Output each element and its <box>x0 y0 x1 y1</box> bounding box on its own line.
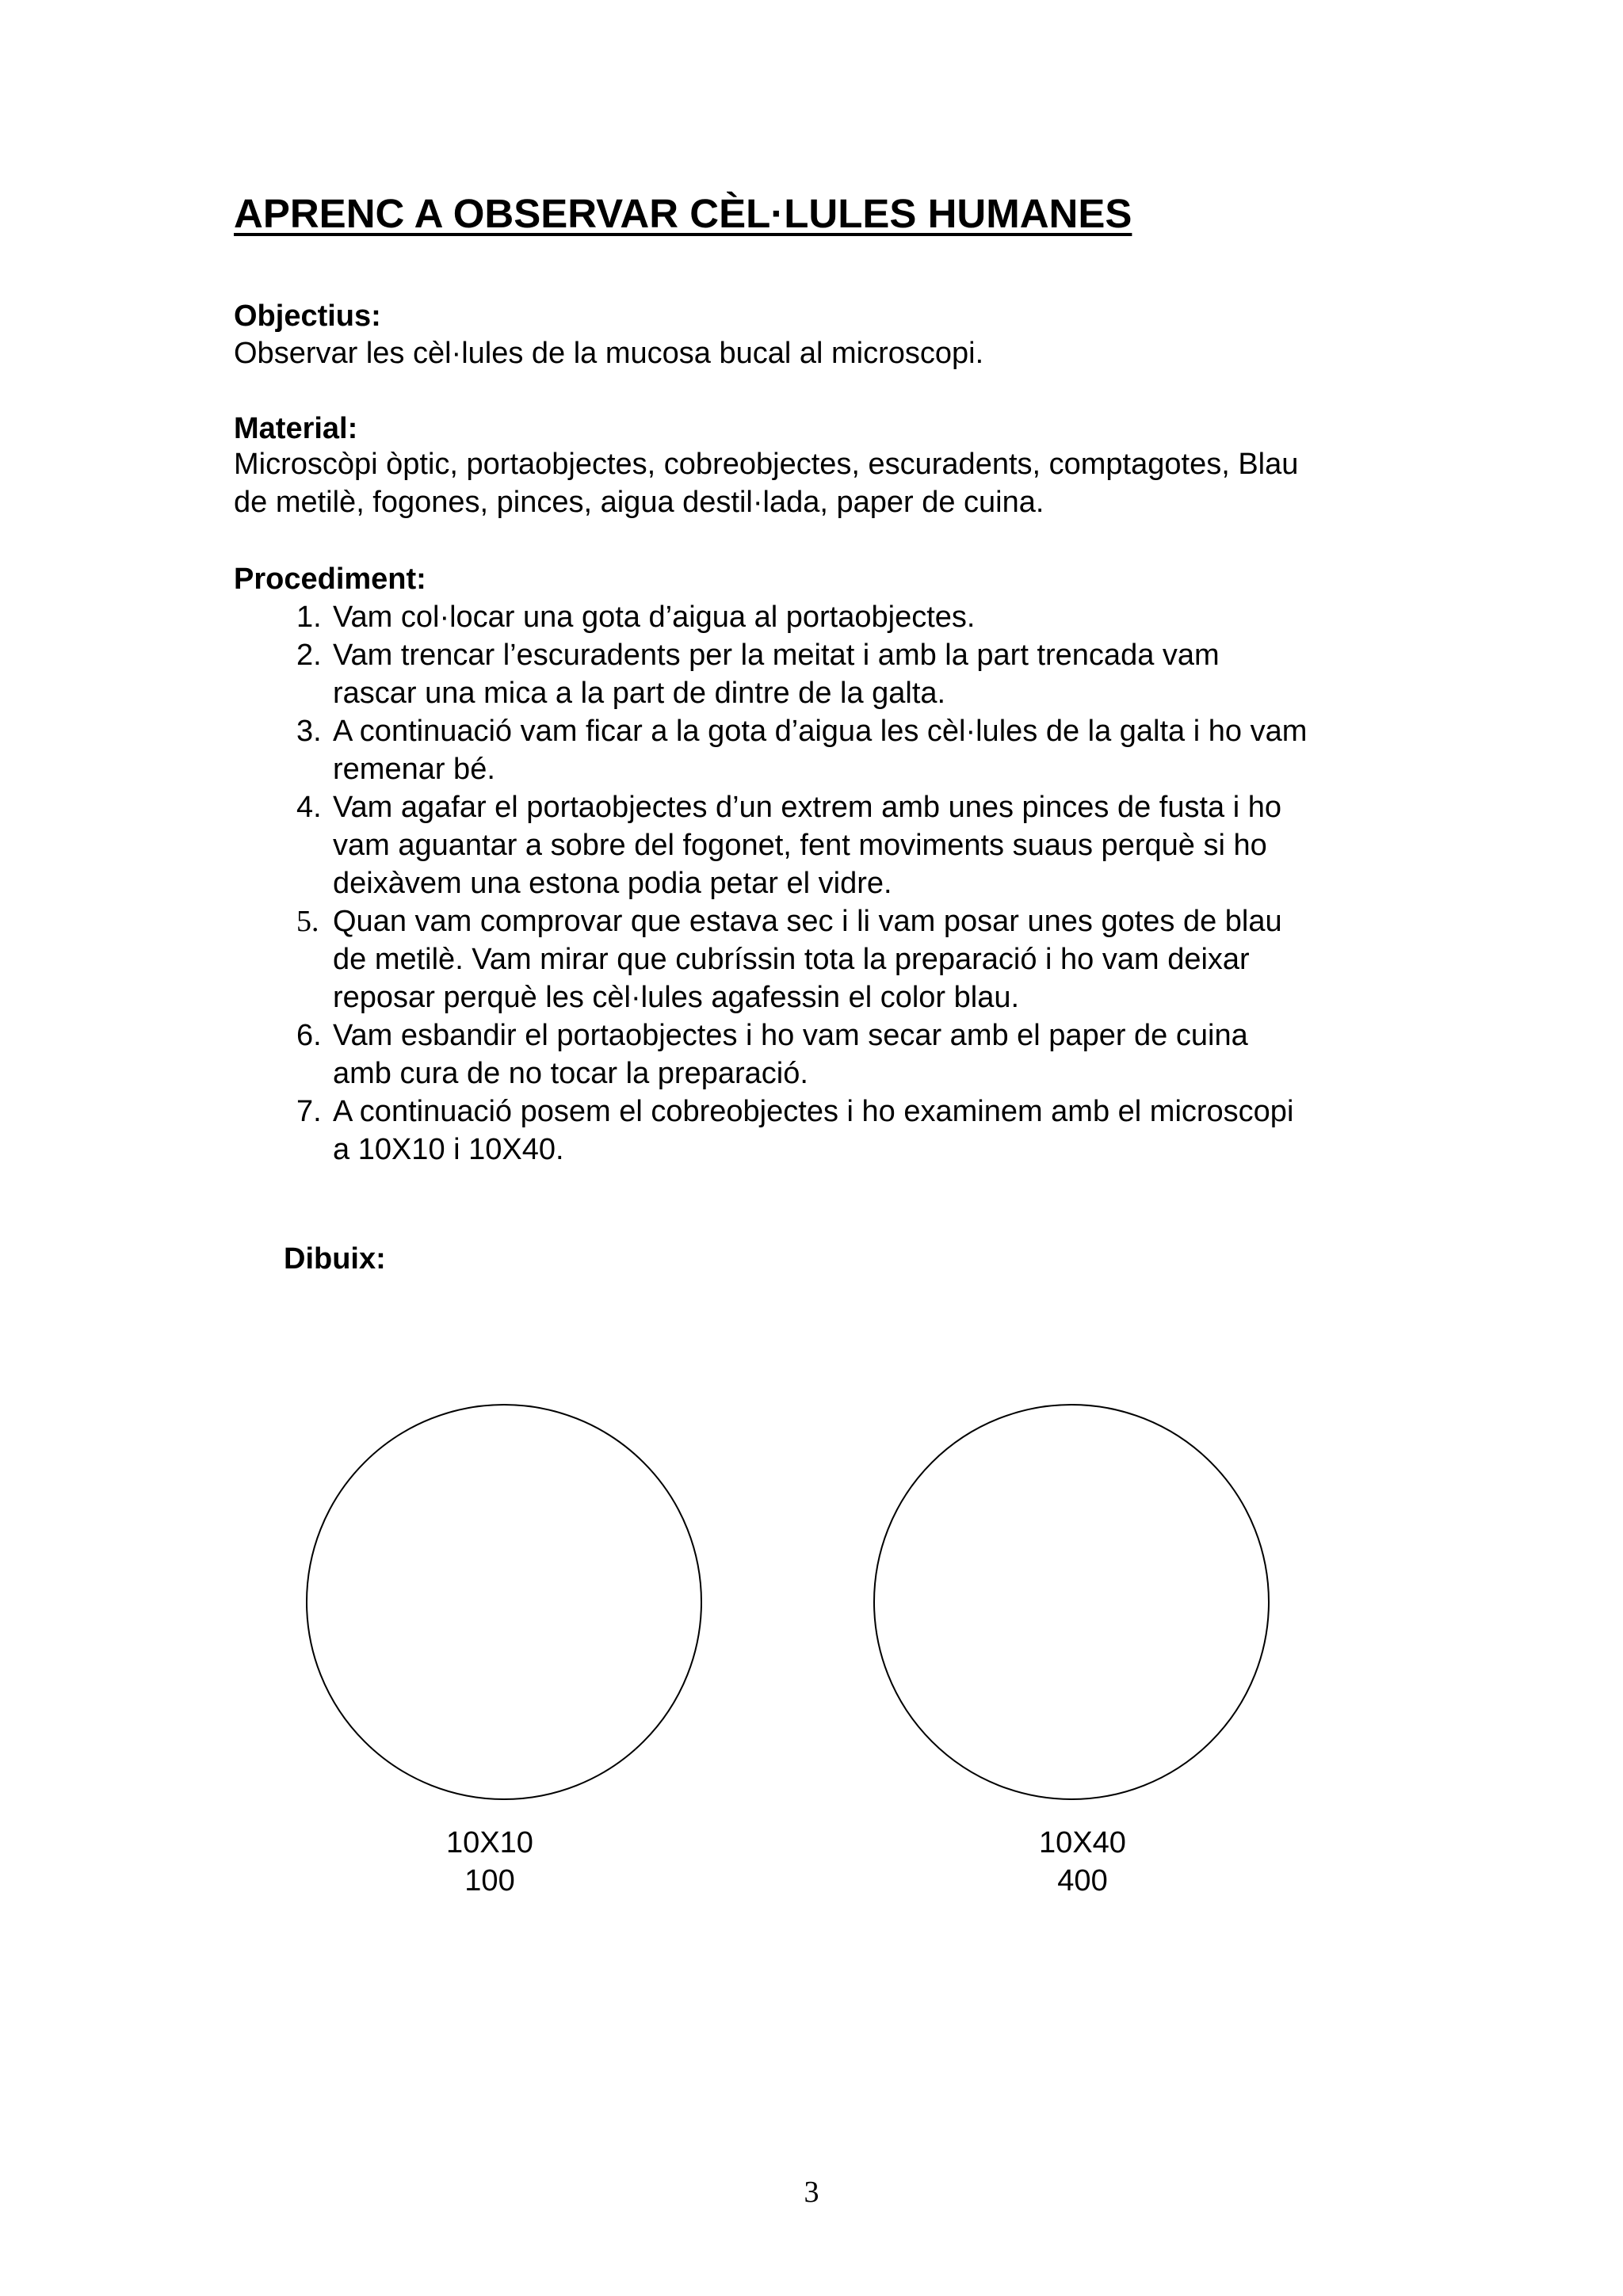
procediment-heading: Procediment: <box>234 563 426 596</box>
step-number: 4. <box>296 791 322 824</box>
page-title: APRENC A OBSERVAR CÈL·LULES HUMANES <box>234 191 1132 236</box>
step-text: Quan vam comprovar que estava sec i li vam posar unes gotes de blau de metilè. Vam mirar que cubríssin tota la preparació i ho vam deixar reposar perquè les cèl·lules agafessin el color blau. <box>333 905 1282 1014</box>
procediment-list <box>269 598 1442 1169</box>
material-text <box>234 445 1438 521</box>
list-item <box>269 712 1442 788</box>
caption-10x10 <box>371 1824 609 1900</box>
total-magnification: 400 <box>1057 1864 1108 1897</box>
step-number: 6. <box>296 1019 322 1052</box>
list-item <box>269 636 1442 712</box>
list-item <box>269 598 1442 636</box>
magnification-label: 10X40 <box>1039 1826 1126 1859</box>
material-line: de metilè, fogones, pinces, aigua destil·lada, paper de cuina. <box>234 486 1044 519</box>
step-number: 7. <box>296 1095 322 1128</box>
objectius-text: Observar les cèl·lules de la mucosa bucal al microscopi. <box>234 337 984 370</box>
microscope-field-circle-10x40 <box>873 1404 1270 1800</box>
caption-10x40 <box>964 1824 1201 1900</box>
dibuix-heading: Dibuix: <box>284 1242 386 1276</box>
step-number: 2. <box>296 639 322 672</box>
material-heading: Material: <box>234 412 358 445</box>
total-magnification: 100 <box>464 1864 515 1897</box>
page-number: 3 <box>804 2176 819 2209</box>
microscope-field-circle-10x10 <box>306 1404 702 1800</box>
list-item <box>269 1093 1442 1169</box>
material-line: Microscòpi òptic, portaobjectes, cobreobjectes, escuradents, comptagotes, Blau <box>234 448 1299 481</box>
list-item <box>269 902 1442 1016</box>
step-text: Vam col·locar una gota d’aigua al portaobjectes. <box>333 601 976 634</box>
step-number: 1. <box>296 601 322 634</box>
step-number: 3. <box>296 715 322 748</box>
step-text: A continuació posem el cobreobjectes i ho examinem amb el microscopi a 10X10 i 10X40. <box>333 1095 1294 1166</box>
step-number: 5. <box>296 905 319 938</box>
objectius-heading: Objectius: <box>234 299 381 333</box>
step-text: Vam agafar el portaobjectes d’un extrem amb unes pinces de fusta i ho vam aguantar a sobre del fogonet, fent moviments suaus perquè si ho deixàvem una estona podia petar el vidre. <box>333 791 1281 900</box>
step-text: A continuació vam ficar a la gota d’aigua les cèl·lules de la galta i ho vam remenar bé. <box>333 715 1308 786</box>
list-item <box>269 788 1442 902</box>
step-text: Vam trencar l’escuradents per la meitat i amb la part trencada vam rascar una mica a la part de dintre de la galta. <box>333 639 1220 710</box>
magnification-label: 10X10 <box>446 1826 533 1859</box>
list-item <box>269 1016 1442 1093</box>
step-text: Vam esbandir el portaobjectes i ho vam secar amb el paper de cuina amb cura de no tocar la preparació. <box>333 1019 1248 1090</box>
